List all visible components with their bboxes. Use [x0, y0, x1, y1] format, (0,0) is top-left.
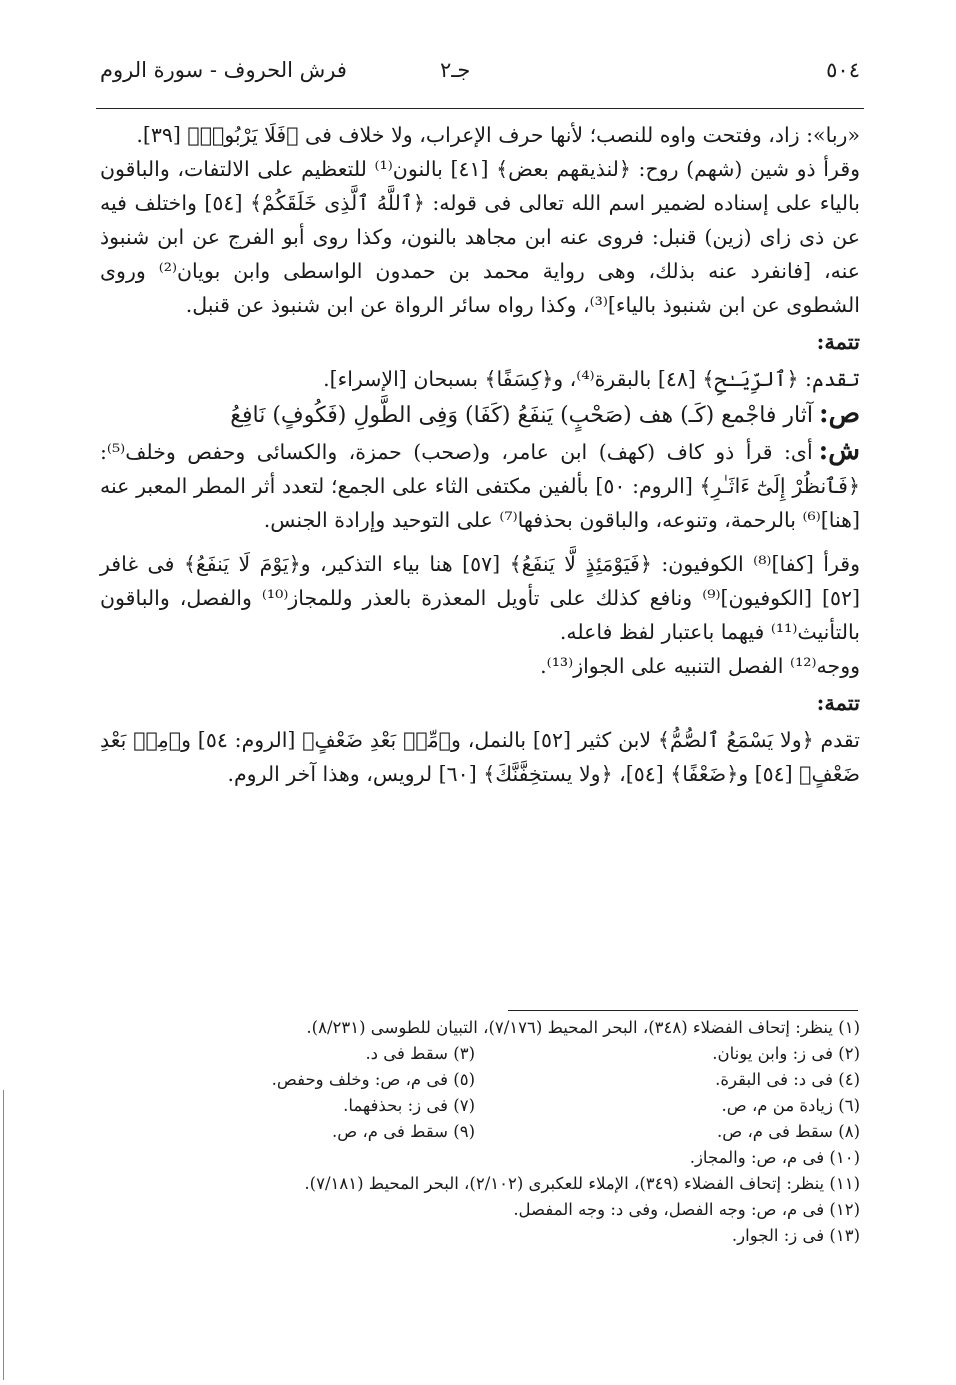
footnote-row [160, 1093, 860, 1119]
main-text [100, 118, 860, 791]
footnote-row [160, 1223, 860, 1249]
page-number: ٥٠٤ [826, 58, 860, 82]
commentary-text: أى: قرأ ذو كاف (كهف) ابن عامر، و(صحب) حمزة، والكسائى وحفص وخلف⁽⁵⁾: ﴿فَٱنظُرْ إِلَىٰٓ ءَاثَـٰرِ﴾ [الروم: ٥٠] بألفين مكتفى الثاء على الجمع؛ لتعدد أثر المطر المعبر عنه [هنا]⁽⁶⁾ بالرحمة، وتنوعه، والباقون بحذفها⁽⁷⁾ على التوحيد وإرادة الجنس. [100, 440, 860, 532]
footnote: (٣) سقط فى د. [365, 1044, 475, 1063]
verse-text: آثار فاجْمع (كَـ) هف (صَحْبٍ) يَنفَعُ (كَفَا) وَفِى الطَّولِ (فَكُوفٍ) نَافِعُ [230, 403, 813, 428]
footnote: (١١) ينظر: إتحاف الفضلاء (٣٤٩)، الإملاء للعكبرى (٢/١٠٢)، البحر المحيط (٧/١٨١). [304, 1174, 860, 1193]
footnote: (٨) سقط فى م، ص. [717, 1122, 860, 1141]
commentary-paragraph [100, 434, 860, 537]
footnote: (٩) سقط فى م، ص. [332, 1122, 475, 1141]
footnote: (٧) فى ز: بحذفهما. [343, 1096, 475, 1115]
paragraph: تقدم: ﴿ٱلرِّيَـٰحِ﴾ [٤٨] بالبقرة⁽⁴⁾، و﴿كِسَفًا﴾ بسبحان [الإسراء]. [323, 367, 860, 391]
footnotes [160, 1015, 860, 1249]
footnote: (٥) فى م، ص: وخلف وحفص. [271, 1070, 475, 1089]
commentary-mark: ش: [818, 436, 860, 466]
verse-line [100, 396, 860, 434]
footnote-row [160, 1067, 860, 1093]
footnote-row [160, 1197, 860, 1223]
footnote: (١٣) فى ز: الجوار. [731, 1226, 860, 1245]
footnote-row [160, 1119, 860, 1145]
section-heading: تتمة: [816, 690, 860, 715]
paragraph: تقدم ﴿ولا يَسْمَعُ ٱلصُّمُّ﴾ لابن كثير [٥٢] بالنمل، و﴿مِّنۢ بَعْدِ ضَعْفٍ﴾ [الروم: ٥٤] و﴿مِنۢ بَعْدِ ضَعْفٍ﴾ [٥٤] و﴿ضَعْفًا﴾ [٥٤]، ﴿ولا يستخِفَّنَّكَ﴾ [٦٠] لرويس، وهذا آخر الروم. [100, 728, 860, 786]
paragraph: ووجه⁽¹²⁾ الفصل التنبيه على الجواز⁽¹³⁾. [540, 654, 860, 678]
footnote-row [160, 1015, 860, 1041]
paragraph: وقرأ [كفا]⁽⁸⁾ الكوفيون: ﴿فَيَوْمَئِذٍ لَّا يَنفَعُ﴾ [٥٧] هنا بياء التذكير، و﴿يَوْمَ لَا يَنفَعُ﴾ فى غافر [٥٢] [الكوفيون]⁽⁹⁾ ونافع كذلك على تأويل المعذرة بالعذر وللمجاز⁽¹⁰⁾ والفصل، والباقون بالتأنيث⁽¹¹⁾ فيهما باعتبار لفظ فاعله. [100, 552, 861, 644]
running-title: فرش الحروف - سورة الروم [100, 58, 347, 82]
paragraph: وقرأ ذو شين (شهم) روح: ﴿لنذيقهم بعض﴾ [٤١] بالنون⁽¹⁾ للتعظيم على الالتفات، والباقون بالياء على إسناده لضمير اسم الله تعالى فى قوله: ﴿ٱللَّهُ ٱلَّذِى خَلَقَكُمْ﴾ [٥٤] واختلف فيه عن ذى زاى (زين) قنبل: فروى عنه ابن مجاهد بالنون، وكذا روى أبو الفرج عن ابن شنبوذ عنه، [فانفرد عنه بذلك، وهى رواية محمد بن حمدون الواسطى وابن بويان⁽²⁾ وروى الشطوى عن ابن شنبوذ بالياء]⁽³⁾، وكذا رواه سائر الرواة عن ابن شنبوذ عن قنبل. [100, 157, 861, 317]
footnote-rule [508, 1010, 858, 1011]
footnote: (٢) فى ز: وابن يونان. [712, 1044, 860, 1063]
footnote-row [160, 1145, 860, 1171]
footnote: (٦) زيادة من م، ص. [721, 1096, 860, 1115]
footnote: (١٠) فى م، ص: والمجاز. [689, 1148, 860, 1167]
section-heading: تتمة: [816, 329, 860, 354]
paragraph: «ربا»: زاد، وفتحت واوه للنصب؛ لأنها حرف الإعراب، ولا خلاف فى ﴿فَلَا يَرْبُوا۟﴾ [٣٩]. [136, 123, 860, 147]
footnote: (١) ينظر: إتحاف الفضلاء (٣٤٨)، البحر المحيط (٧/١٧٦)، التبيان للطوسى (٨/٢٣١). [306, 1018, 860, 1037]
verse-mark: ص: [818, 399, 860, 429]
footnote: (٤) فى د: فى البقرة. [715, 1070, 860, 1089]
footnote-row [160, 1041, 860, 1067]
scan-edge-line [3, 1090, 4, 1380]
running-header [100, 58, 860, 98]
header-rule [96, 108, 864, 109]
footnote-row [160, 1171, 860, 1197]
footnote: (١٢) فى م، ص: وجه الفصل، وفى د: وجه المفصل. [513, 1200, 860, 1219]
volume-label: جـ٢ [440, 58, 471, 82]
